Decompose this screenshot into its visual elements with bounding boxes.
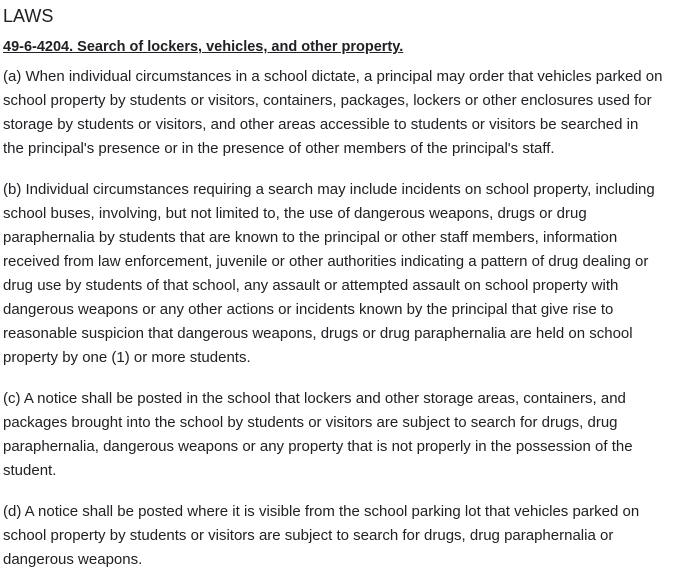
paragraph-line: received from law enforcement, juvenile or other authorities indicating a pattern of drug dealing or — [3, 253, 649, 270]
paragraph-c — [3, 387, 697, 483]
paragraph-line: the principal's presence or in the presence of other members of the principal's staff. — [3, 140, 555, 157]
law-title-link[interactable]: 49-6-4204. Search of lockers, vehicles, and other property. — [3, 39, 404, 55]
paragraph-gap — [3, 483, 697, 500]
law-document — [3, 0, 697, 572]
paragraph-line: paraphernalia by students that are known to the principal or other staff members, information — [3, 229, 618, 246]
paragraph-line: dangerous weapons or any other actions or incidents known by the principal that give rise to — [3, 301, 614, 318]
paragraph-d — [3, 500, 697, 572]
paragraph-line: (a) When individual circumstances in a school dictate, a principal may order that vehicles parked on — [3, 68, 663, 85]
paragraph-line: student. — [3, 462, 57, 479]
paragraph-line: school property by students or visitors are subject to search for drugs, drug paraphernalia or — [3, 527, 614, 544]
paragraph-b — [3, 178, 697, 370]
section-label: LAWS — [3, 6, 54, 26]
paragraph-line: property by one (1) or more students. — [3, 349, 251, 366]
paragraph-line: drug use by students of that school, any assault or attempted assault on school property with — [3, 277, 619, 294]
paragraph-line: storage by students or visitors, and other areas accessible to students or visitors be searched in — [3, 116, 639, 133]
paragraph-a — [3, 65, 697, 161]
paragraph-line: paraphernalia, dangerous weapons or any property that is not properly in the possession of the — [3, 438, 633, 455]
paragraph-line: school buses, involving, but not limited to, the use of dangerous weapons, drugs or drug — [3, 205, 587, 222]
paragraph-line: reasonable suspicion that dangerous weapons, drugs or drug paraphernalia are held on school — [3, 325, 633, 342]
paragraph-line: school property by students or visitors, containers, packages, lockers or other enclosures used for — [3, 92, 652, 109]
paragraph-gap — [3, 370, 697, 387]
paragraph-line: packages brought into the school by students or visitors are subject to search for drugs, drug — [3, 414, 618, 431]
paragraph-line: (b) Individual circumstances requiring a search may include incidents on school property, including — [3, 181, 655, 198]
paragraph-line: (d) A notice shall be posted where it is visible from the school parking lot that vehicles parked on — [3, 503, 640, 520]
paragraph-line: (c) A notice shall be posted in the school that lockers and other storage areas, containers, and — [3, 390, 626, 407]
paragraph-line: dangerous weapons. — [3, 551, 143, 568]
paragraph-gap — [3, 161, 697, 178]
